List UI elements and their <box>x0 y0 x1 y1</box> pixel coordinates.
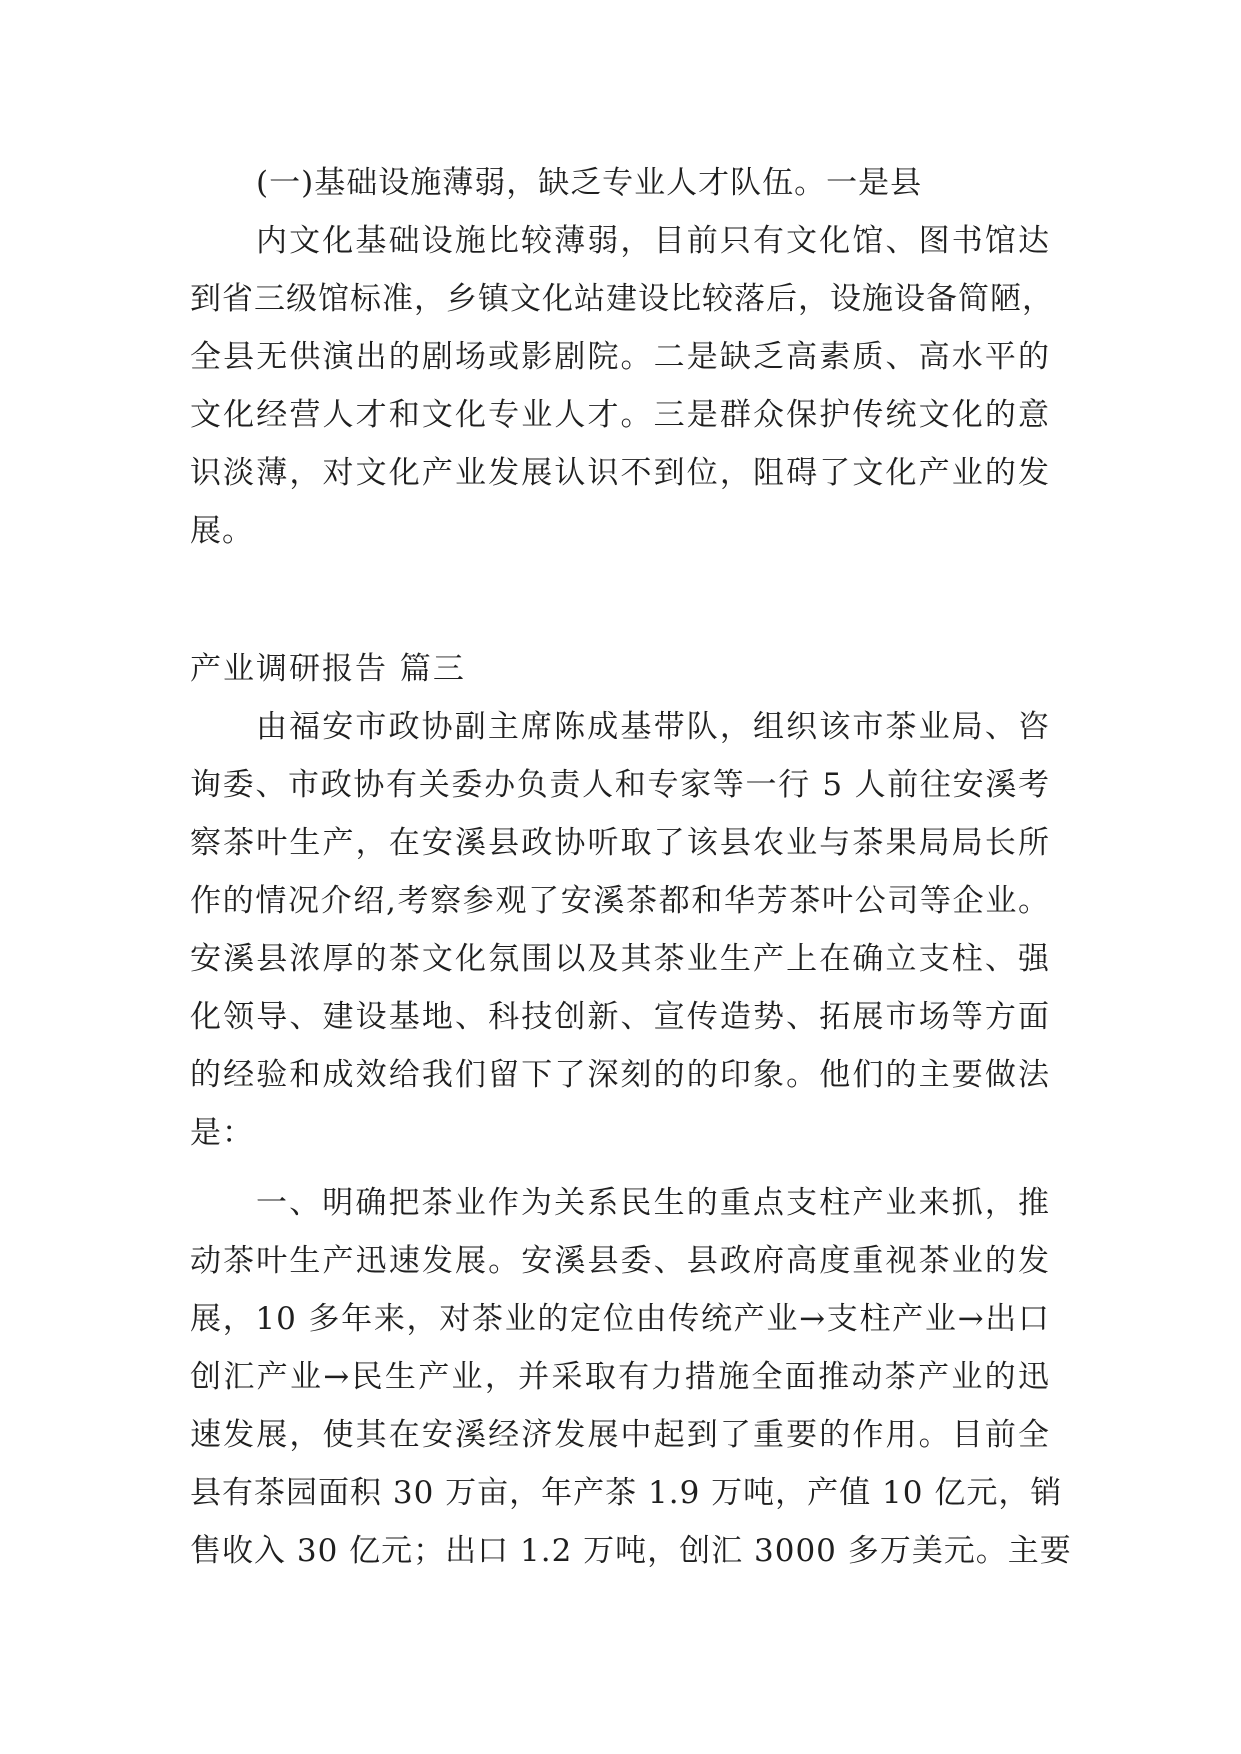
paragraph-line: 化领导、建设基地、科技创新、宣传造势、拓展市场等方面 <box>190 999 1050 1035</box>
paragraph-line: 的经验和成效给我们留下了深刻的的印象。他们的主要做法 <box>190 1057 1050 1093</box>
paragraph-line: 是： <box>190 1115 254 1151</box>
paragraph-line: 识淡薄，对文化产业发展认识不到位，阻碍了文化产业的发 <box>190 455 1050 491</box>
paragraph-line: 安溪县浓厚的茶文化氛围以及其茶业生产上在确立支柱、强 <box>190 941 1050 977</box>
paragraph-line: 询委、市政协有关委办负责人和专家等一行 5 人前往安溪考 <box>190 767 1050 803</box>
paragraph-gap <box>190 1162 1050 1174</box>
document-body <box>190 154 1072 1580</box>
paragraph-line: 售收入 30 亿元；出口 1.2 万吨，创汇 3000 多万美元。主要 <box>190 1533 1072 1569</box>
paragraph-line: 全县无供演出的剧场或影剧院。二是缺乏高素质、高水平的 <box>190 339 1050 375</box>
paragraph-line: 一、明确把茶业作为关系民生的重点支柱产业来抓，推 <box>256 1185 1050 1221</box>
paragraph-line: 速发展，使其在安溪经济发展中起到了重要的作用。目前全 <box>190 1417 1050 1453</box>
section-heading: 产业调研报告 篇三 <box>190 651 466 687</box>
paragraph-line: 文化经营人才和文化专业人才。三是群众保护传统文化的意 <box>190 397 1050 433</box>
paragraph-line: (一)基础设施薄弱，缺乏专业人才队伍。一是县 <box>256 165 923 201</box>
paragraph-line: 动茶叶生产迅速发展。安溪县委、县政府高度重视茶业的发 <box>190 1243 1050 1279</box>
section-infrastructure <box>190 154 1054 560</box>
section-gap <box>190 560 1050 640</box>
paragraph-tea-industry <box>190 1174 1072 1580</box>
paragraph-line: 内文化基础设施比较薄弱，目前只有文化馆、图书馆达 <box>256 223 1050 259</box>
paragraph-line: 展，10 多年来，对茶业的定位由传统产业→支柱产业→出口 <box>190 1301 1050 1337</box>
paragraph-line: 创汇产业→民生产业，并采取有力措施全面推动茶产业的迅 <box>190 1359 1050 1395</box>
paragraph-line: 由福安市政协副主席陈成基带队，组织该市茶业局、咨 <box>256 709 1050 745</box>
paragraph-line: 察茶叶生产，在安溪县政协听取了该县农业与茶果局局长所 <box>190 825 1050 861</box>
paragraph-line: 到省三级馆标准，乡镇文化站建设比较落后，设施设备简陋， <box>190 281 1054 317</box>
paragraph-line: 展。 <box>190 513 254 549</box>
paragraph-line: 作的情况介绍,考察参观了安溪茶都和华芳茶叶公司等企业。 <box>190 883 1050 919</box>
paragraph-line: 县有茶园面积 30 万亩，年产茶 1.9 万吨，产值 10 亿元，销 <box>190 1475 1063 1511</box>
paragraph-intro <box>190 698 1050 1162</box>
